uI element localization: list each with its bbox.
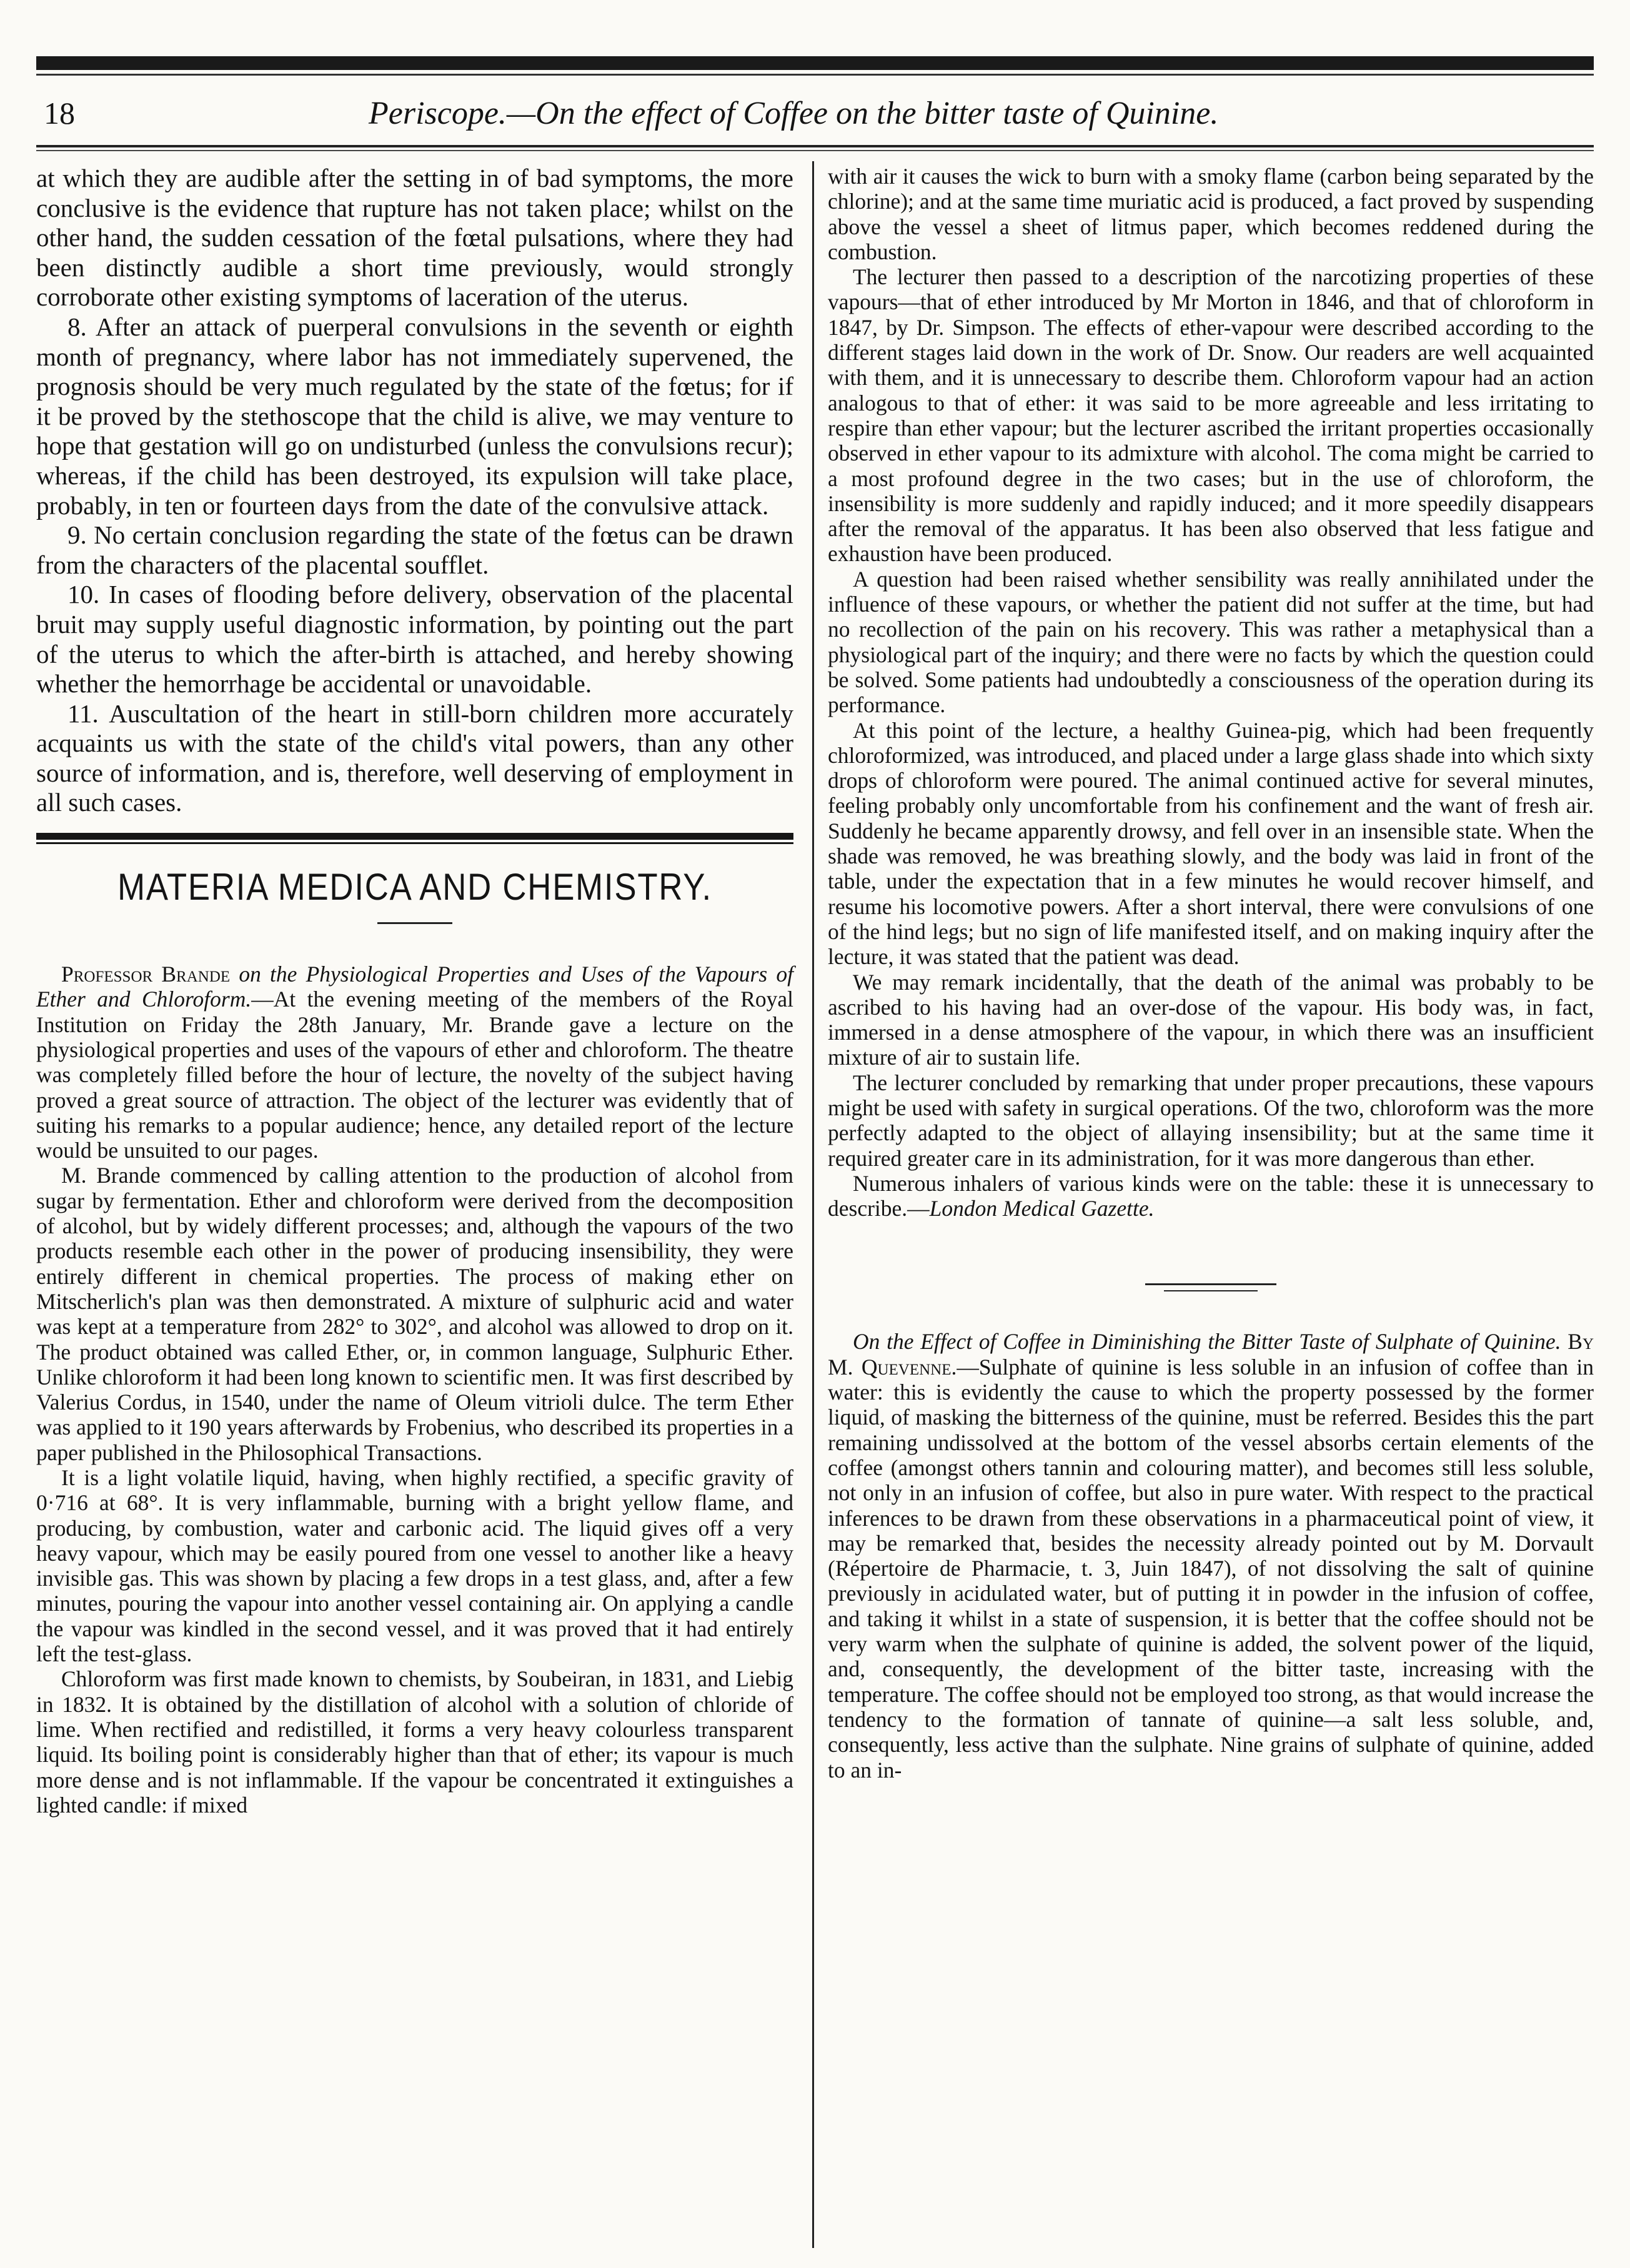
source-citation: London Medical Gazette. bbox=[929, 1196, 1155, 1221]
paragraph: It is a light volatile liquid, having, when highly rectified, a specific gravity of 0·716 at 68°. It is very inflammable, burning with a bright yellow flame, and producing, by combustion, water and carbonic acid. The liquid gives off a very heavy vapour, which may be easily poured from one vessel to another like a heavy invisible gas. This was shown by placing a few drops in a test glass, and, after a few minutes, pouring the vapour into another vessel containing air. On applying a candle the vapour was kindled in the second vessel, and it was proved that it had entirely left the test-glass. bbox=[36, 1465, 793, 1667]
paragraph: 8. After an attack of puerperal convulsions in the seventh or eighth month of pregnancy, where labor has not immediately supervened, the prognosis should be very much regulated by the state of the fœtus; for if it be proved by the stethoscope that the child is alive, we may venture to hope that gestation will go on undisturbed (unless the convulsions recur); whereas, if the child has been destroyed, its expulsion will take place, probably, in ten or fourteen days from the date of the convulsive attack. bbox=[36, 312, 793, 520]
paragraph: with air it causes the wick to burn with a smoky flame (carbon being separated by the chlorine); and at the same time muriatic acid is produced, a fact proved by suspending above the vessel a sheet of litmus paper, which becomes reddened during the combustion. bbox=[828, 164, 1594, 264]
top-border-band bbox=[36, 56, 1594, 70]
article-title: on the Physiological Properties and Uses of the Vapours of Ether and Chloroform. bbox=[36, 962, 793, 1012]
paragraph: The lecturer concluded by remarking that under proper precautions, these vapours might be used with safety in surgical operations. Of the two, chloroform was the more perfectly adapted to the object of allaying insensibility; but at the same time it required greater care in its administration, for it was more dangerous than ether. bbox=[828, 1070, 1594, 1171]
right-column bbox=[828, 164, 1594, 1783]
article-separator bbox=[1145, 1283, 1276, 1285]
article-brande bbox=[36, 962, 793, 1818]
paragraph: M. Brande commenced by calling attention to the production of alcohol from sugar by fermentation. Ether and chloroform were derived from the decomposition of alcohol, but by widely different processes; and, although the vapours of the two products resemble each other in the power of producing insensibility, they were entirely different in chemical properties. The process of making ether on Mitscherlich's plan was then demonstrated. A mixture of sulphuric acid and water was kept at a temperature from 282° to 302°, and alcohol was allowed to drop on it. The product obtained was called Ether, or, in common language, Sulphuric Ether. Unlike chloroform it had been long known to scientific men. It was first described by Valerius Cordus, in 1540, under the name of Oleum vitrioli dulce. The term Ether was applied to it 190 years afterwards by Frobenius, who described its properties in a paper published in the Philosophical Transactions. bbox=[36, 1163, 793, 1465]
article-quevenne bbox=[828, 1329, 1594, 1782]
page-header bbox=[44, 95, 1586, 139]
top-border-line bbox=[36, 74, 1594, 76]
paragraph: At this point of the lecture, a healthy Guinea-pig, which had been frequently chloroformized, was introduced, and placed under a large glass shade into which sixty drops of chloroform were poured. The animal continued active for several minutes, feeling probably only uncomfortable from his confinement and the want of fresh air. Suddenly he became apparently drowsy, and fell over in an insensible state. When the shade was removed, he was breathing slowly, and the body was laid in front of the table, under the expectation that in a few minutes he would recover himself, and resume his locomotive powers. After a short interval, there were convulsions of one of the hind legs; but no sign of life manifested itself, and on making inquiry after the lecture, it was stated that the patient was dead. bbox=[828, 717, 1594, 970]
article-lead-author: Professor Brande bbox=[61, 962, 231, 987]
left-column bbox=[36, 164, 793, 1818]
article-separator-thin bbox=[1164, 1290, 1258, 1291]
paragraph: A question had been raised whether sensibility was really annihilated under the influence of these vapours, or whether the patient did not suffer at the time, but had no recollection of the pain on his recovery. This was rather a metaphysical than a physiological part of the inquiry; and there were no facts by which the question could be solved. Some patients had undoubtedly a consciousness of the operation during its performance. bbox=[828, 566, 1594, 718]
paragraph: Chloroform was first made known to chemists, by Soubeiran, in 1831, and Liebig in 1832. It is obtained by the distillation of alcohol with a solution of chloride of lime. When rectified and redistilled, it forms a very heavy colourless transparent liquid. Its boiling point is considerably higher than that of ether; its vapour is much more dense and is not inflammable. If the vapour be concentrated it extinguishes a lighted candle: if mixed bbox=[36, 1666, 793, 1818]
header-rule-thin bbox=[36, 150, 1594, 151]
section-separator bbox=[36, 833, 793, 844]
article-author: By M. Quevenne. bbox=[828, 1329, 1594, 1380]
column-divider bbox=[812, 161, 814, 2248]
article-title: On the Effect of Coffee in Diminishing the Bitter Taste of Sulphate of Quinine. bbox=[853, 1329, 1561, 1355]
running-title: Periscope.—On the effect of Coffee on the bitter taste of Quinine. bbox=[369, 96, 1219, 131]
paragraph: 10. In cases of flooding before delivery, observation of the placental bruit may supply useful diagnostic information, by pointing out the part of the uterus to which the after-birth is attached, and hereby showing whether the hemorrhage be accidental or unavoidable. bbox=[36, 580, 793, 699]
page-number: 18 bbox=[44, 96, 75, 131]
paragraph: 11. Auscultation of the heart in still-born children more accurately acquaints us with the state of the child's vital powers, than any other source of information, and is, therefore, well deserving of employment in all such cases. bbox=[36, 699, 793, 817]
header-rule bbox=[36, 145, 1594, 147]
article-text: —At the evening meeting of the members of the Royal Institution on Friday the 28th January, Mr. Brande gave a lecture on the physiological properties and uses of the vapours of ether and chloroform. The theatre was completely filled before the hour of lecture, the novelty of the subject having proved a great source of attraction. The object of the lecturer was evidently that of suiting his remarks to a popular audience; hence, any detailed report of the lecture would be unsuited to our pages. bbox=[36, 987, 793, 1163]
article-text: —Sulphate of quinine is less soluble in an infusion of coffee than in water: this is evidently the cause to which the property possessed by the former liquid, of masking the bitterness of the quinine, must be referred. Besides this the part remaining undissolved at the bottom of the vessel absorbs certain elements of the coffee (amongst others tannin and colouring matter), and becomes still less soluble, not only in an infusion of coffee, but also in pure water. With respect to the practical inferences to be drawn from these observations in a pharmaceutical point of view, it may be remarked that, besides the necessity already pointed out by M. Dorvault (Répertoire de Pharmacie, t. 3, Juin 1847), of not dissolving the salt of quinine previously in acidulated water, but of putting it in powder in the infusion of coffee, and taking it whilst in a state of suspension, it is better that the coffee should not be very warm when the sulphate of quinine is added, the solvent power of the liquid, and, consequently, the development of the bitter taste, increasing with the temperature. The coffee should not be employed too strong, as that would increase the tendency to the formation of tannate of quinine—a salt less soluble, and, consequently, less active than the sulphate. Nine grains of sulphate of quinine, added to an in- bbox=[828, 1354, 1594, 1783]
paragraph: The lecturer then passed to a description of the narcotizing properties of these vapours—that of ether introduced by Mr Morton in 1846, and that of chloroform in 1847, by Dr. Simpson. The effects of ether-vapour were described according to the different stages laid down in the work of Dr. Snow. Our readers are well acquainted with them, and it is unnecessary to describe them. Chloroform vapour had an action analogous to that of ether: it was said to be more agreeable and less irritating to respire than ether vapour; but the lecturer ascribed the irritant properties occasionally observed in ether vapour to its admixture with alcohol. The coma might be carried to a most profound degree in the two cases; but in the use of chloroform, the insensibility is more suddenly and rapidly induced; and it more speedily disappears after the removal of the apparatus. It has been also observed that less fatigue and exhaustion have been produced. bbox=[828, 264, 1594, 567]
obstetrics-continuation bbox=[36, 164, 793, 818]
title-underline bbox=[377, 922, 452, 924]
paragraph-with-source bbox=[828, 1171, 1594, 1221]
paragraph: 9. No certain conclusion regarding the state of the fœtus can be drawn from the characters of the placental soufflet. bbox=[36, 520, 793, 579]
paragraph: We may remark incidentally, that the death of the animal was probably to be ascribed to his having had an over-dose of the vapour. His body was, in fact, immersed in a dense atmosphere of the vapour, in which there was an insufficient mixture of air to sustain life. bbox=[828, 969, 1594, 1070]
section-title: MATERIA MEDICA AND CHEMISTRY. bbox=[117, 866, 712, 908]
paragraph-text: Numerous inhalers of various kinds were on the table: these it is unnecessary to describe.— bbox=[828, 1170, 1594, 1221]
paragraph: at which they are audible after the setting in of bad symptoms, the more conclusive is the evidence that rupture has not taken place; whilst on the other hand, the sudden cessation of the fœtal pulsations, where they had been distinctly audible a short time previously, would strongly corroborate other existing symptoms of laceration of the uterus. bbox=[36, 164, 793, 312]
article-first-paragraph bbox=[36, 962, 793, 1163]
